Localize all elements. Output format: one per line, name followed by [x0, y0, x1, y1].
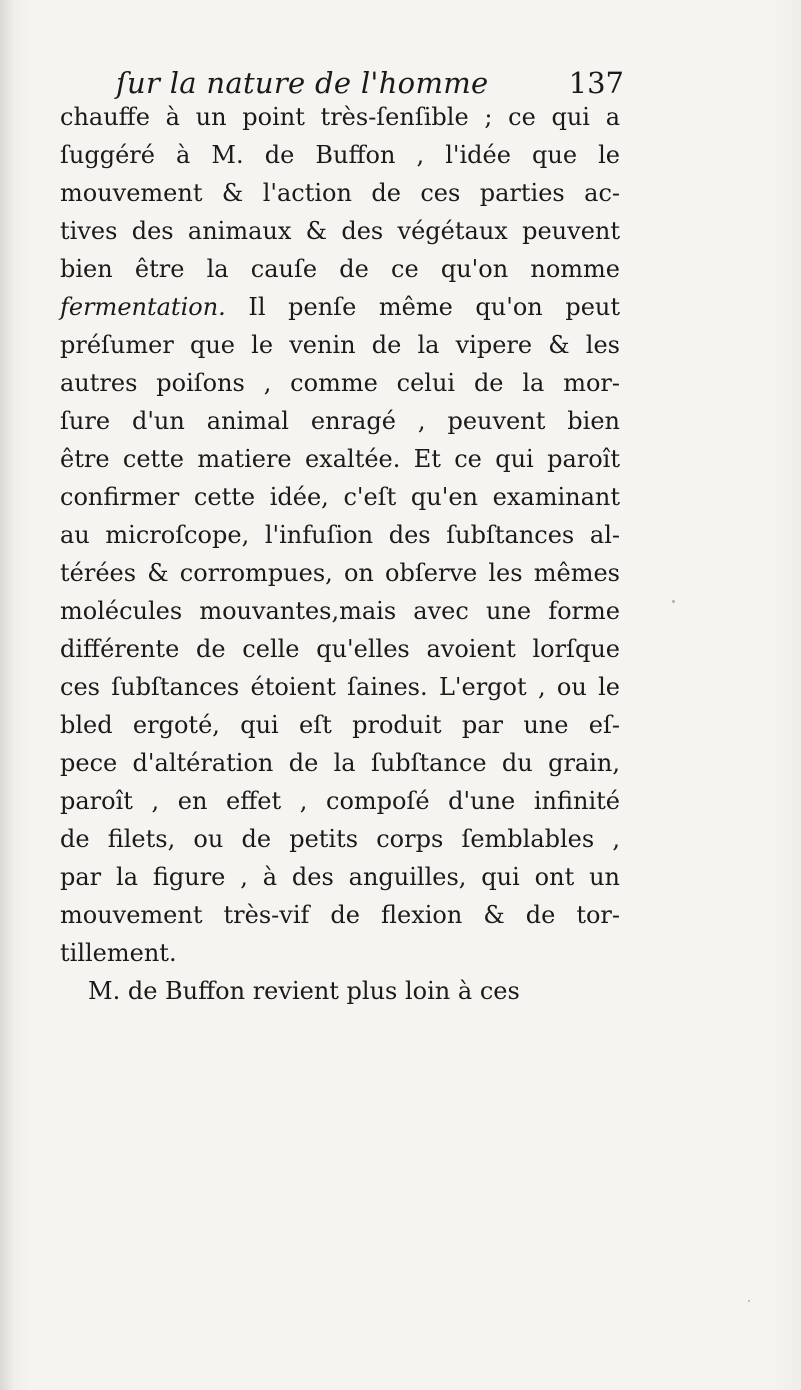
text-line-4: tives des animaux & des végétaux peuvent	[60, 217, 620, 245]
text-line-3: mouvement & l'action de ces parties ac-	[60, 179, 620, 207]
text-line-18: pece d'altération de la ſubſtance du grain,	[60, 749, 620, 777]
text-line-5: bien être la cauſe de ce qu'on nomme	[60, 255, 620, 283]
running-title: ſur la nature de l'homme	[116, 66, 489, 100]
text-line-16: ces ſubſtances étoient ſaines. L'ergot , ou le	[60, 673, 620, 701]
text-line-7: préſumer que le venin de la vipere & les	[60, 331, 620, 359]
paper-speck	[748, 1300, 750, 1302]
text-line-13: térées & corrompues, on obſerve les mêmes	[60, 559, 620, 587]
text-line-20: de filets, ou de petits corps ſemblables ,	[60, 825, 620, 853]
paper-speck	[395, 650, 397, 652]
text-line-12: au microſcope, l'infuſion des ſubſtances al-	[60, 521, 620, 549]
text-line-14: molécules mouvantes,mais avec une forme	[60, 597, 620, 625]
text-line-24: M. de Buffon revient plus loin à ces	[88, 977, 520, 1005]
text-line-6-rest: Il penſe même qu'on peut	[225, 293, 620, 321]
body-text	[60, 98, 620, 1010]
text-line-1: chauffe à un point très-ſenſible ; ce qui a	[60, 103, 620, 131]
text-line-9: ſure d'un animal enragé , peuvent bien	[60, 407, 620, 435]
text-line-23: tillement.	[60, 939, 177, 967]
text-line-11: confirmer cette idée, c'eſt qu'en examinant	[60, 483, 620, 511]
text-line-10: être cette matiere exaltée. Et ce qui paroît	[60, 445, 620, 473]
text-line-2: ſuggéré à M. de Buffon , l'idée que le	[60, 141, 620, 169]
page-number: 137	[568, 66, 624, 100]
paper-speck	[672, 600, 675, 603]
italic-term-fermentation: fermentation.	[60, 293, 226, 321]
text-line-19: paroît , en effet , compoſé d'une infinité	[60, 787, 620, 815]
page-gutter-shadow	[0, 0, 14, 1390]
text-line-17: bled ergoté, qui eſt produit par une eſ-	[60, 711, 620, 739]
text-line-6	[60, 288, 620, 326]
text-line-8: autres poiſons , comme celui de la mor-	[60, 369, 620, 397]
text-line-22: mouvement très-vif de flexion & de tor-	[60, 901, 620, 929]
text-line-15: différente de celle qu'elles avoient lorſque	[60, 635, 620, 663]
text-line-21: par la figure , à des anguilles, qui ont un	[60, 863, 620, 891]
